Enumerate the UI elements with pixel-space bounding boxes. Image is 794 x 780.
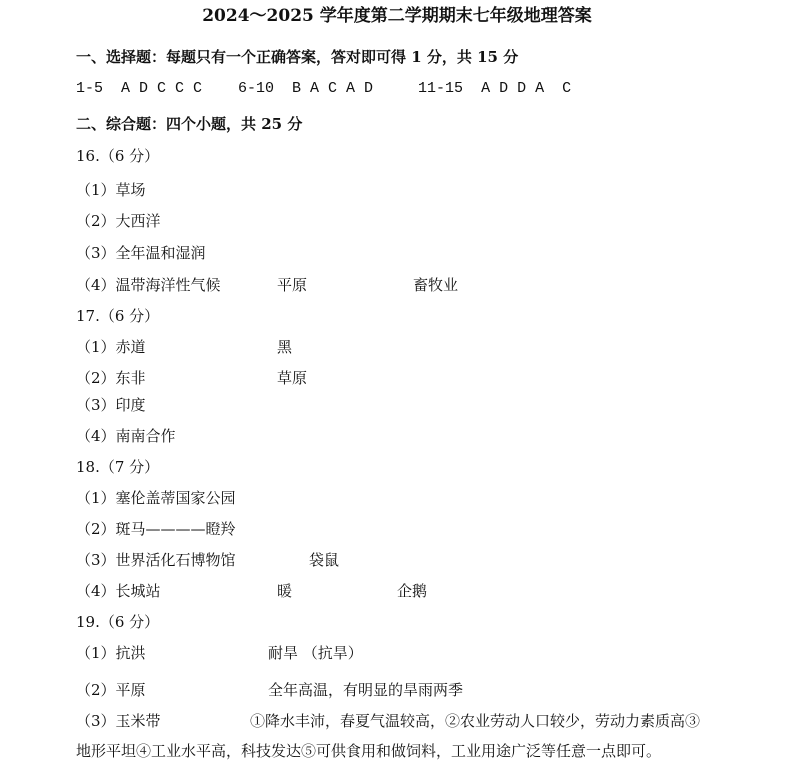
section1-heading: 一、选择题：每题只有一个正确答案，答对即可得 1 分，共 15 分 (76, 48, 519, 66)
q18-a3: （3）世界活化石博物馆 (76, 551, 236, 569)
q19-a3: （3）玉米带 (76, 712, 161, 730)
q19-a1-trait: 耐旱 （抗旱） (268, 644, 363, 662)
q17-a3: （3）印度 (76, 396, 146, 414)
q17-a4: （4）南南合作 (76, 427, 176, 445)
q19-a1: （1）抗洪 (76, 644, 146, 662)
q18-a4: （4）长城站 (76, 582, 161, 600)
q16-a3: （3）全年温和湿润 (76, 244, 206, 262)
q16-a4: （4）温带海洋性气候 (76, 276, 221, 294)
q18-a4-animal: 企鹅 (397, 582, 428, 600)
q16-a4-industry: 畜牧业 (413, 276, 459, 294)
section2-heading: 二、综合题：四个小题，共 25 分 (76, 115, 303, 133)
mc-answers: 1-5 A D C C C 6-10 B A C A D 11-15 A D D A C (76, 80, 572, 97)
q16-a1: （1）草场 (76, 181, 146, 199)
q17-a1-race: 黑 (277, 338, 293, 356)
q17-label: 17.（6 分） (76, 307, 160, 325)
q19-a3-reasons-cont: 地形平坦④工业水平高，科技发达⑤可供食用和做饲料，工业用途广泛等任意一点即可。 (76, 742, 662, 760)
q19-a2-climate: 全年高温，有明显的旱雨两季 (268, 681, 464, 699)
q17-a2-vegetation: 草原 (277, 369, 308, 387)
q17-a1: （1）赤道 (76, 338, 146, 356)
q18-a2: （2）斑马————瞪羚 (76, 520, 236, 538)
q16-label: 16.（6 分） (76, 147, 160, 165)
q18-a1: （1）塞伦盖蒂国家公园 (76, 489, 236, 507)
q19-label: 19.（6 分） (76, 613, 160, 631)
q16-a2: （2）大西洋 (76, 212, 161, 230)
q16-a4-landform: 平原 (277, 276, 308, 294)
q18-a3-animal: 袋鼠 (309, 551, 340, 569)
q18-a4-current: 暖 (277, 582, 293, 600)
q19-a2: （2）平原 (76, 681, 146, 699)
page-title: 2024～2025 学年度第二学期期末七年级地理答案 (202, 6, 592, 26)
q18-label: 18.（7 分） (76, 458, 160, 476)
q19-a3-reasons: ①降水丰沛，春夏气温较高，②农业劳动人口较少，劳动力素质高③ (250, 712, 701, 730)
q17-a2: （2）东非 (76, 369, 146, 387)
